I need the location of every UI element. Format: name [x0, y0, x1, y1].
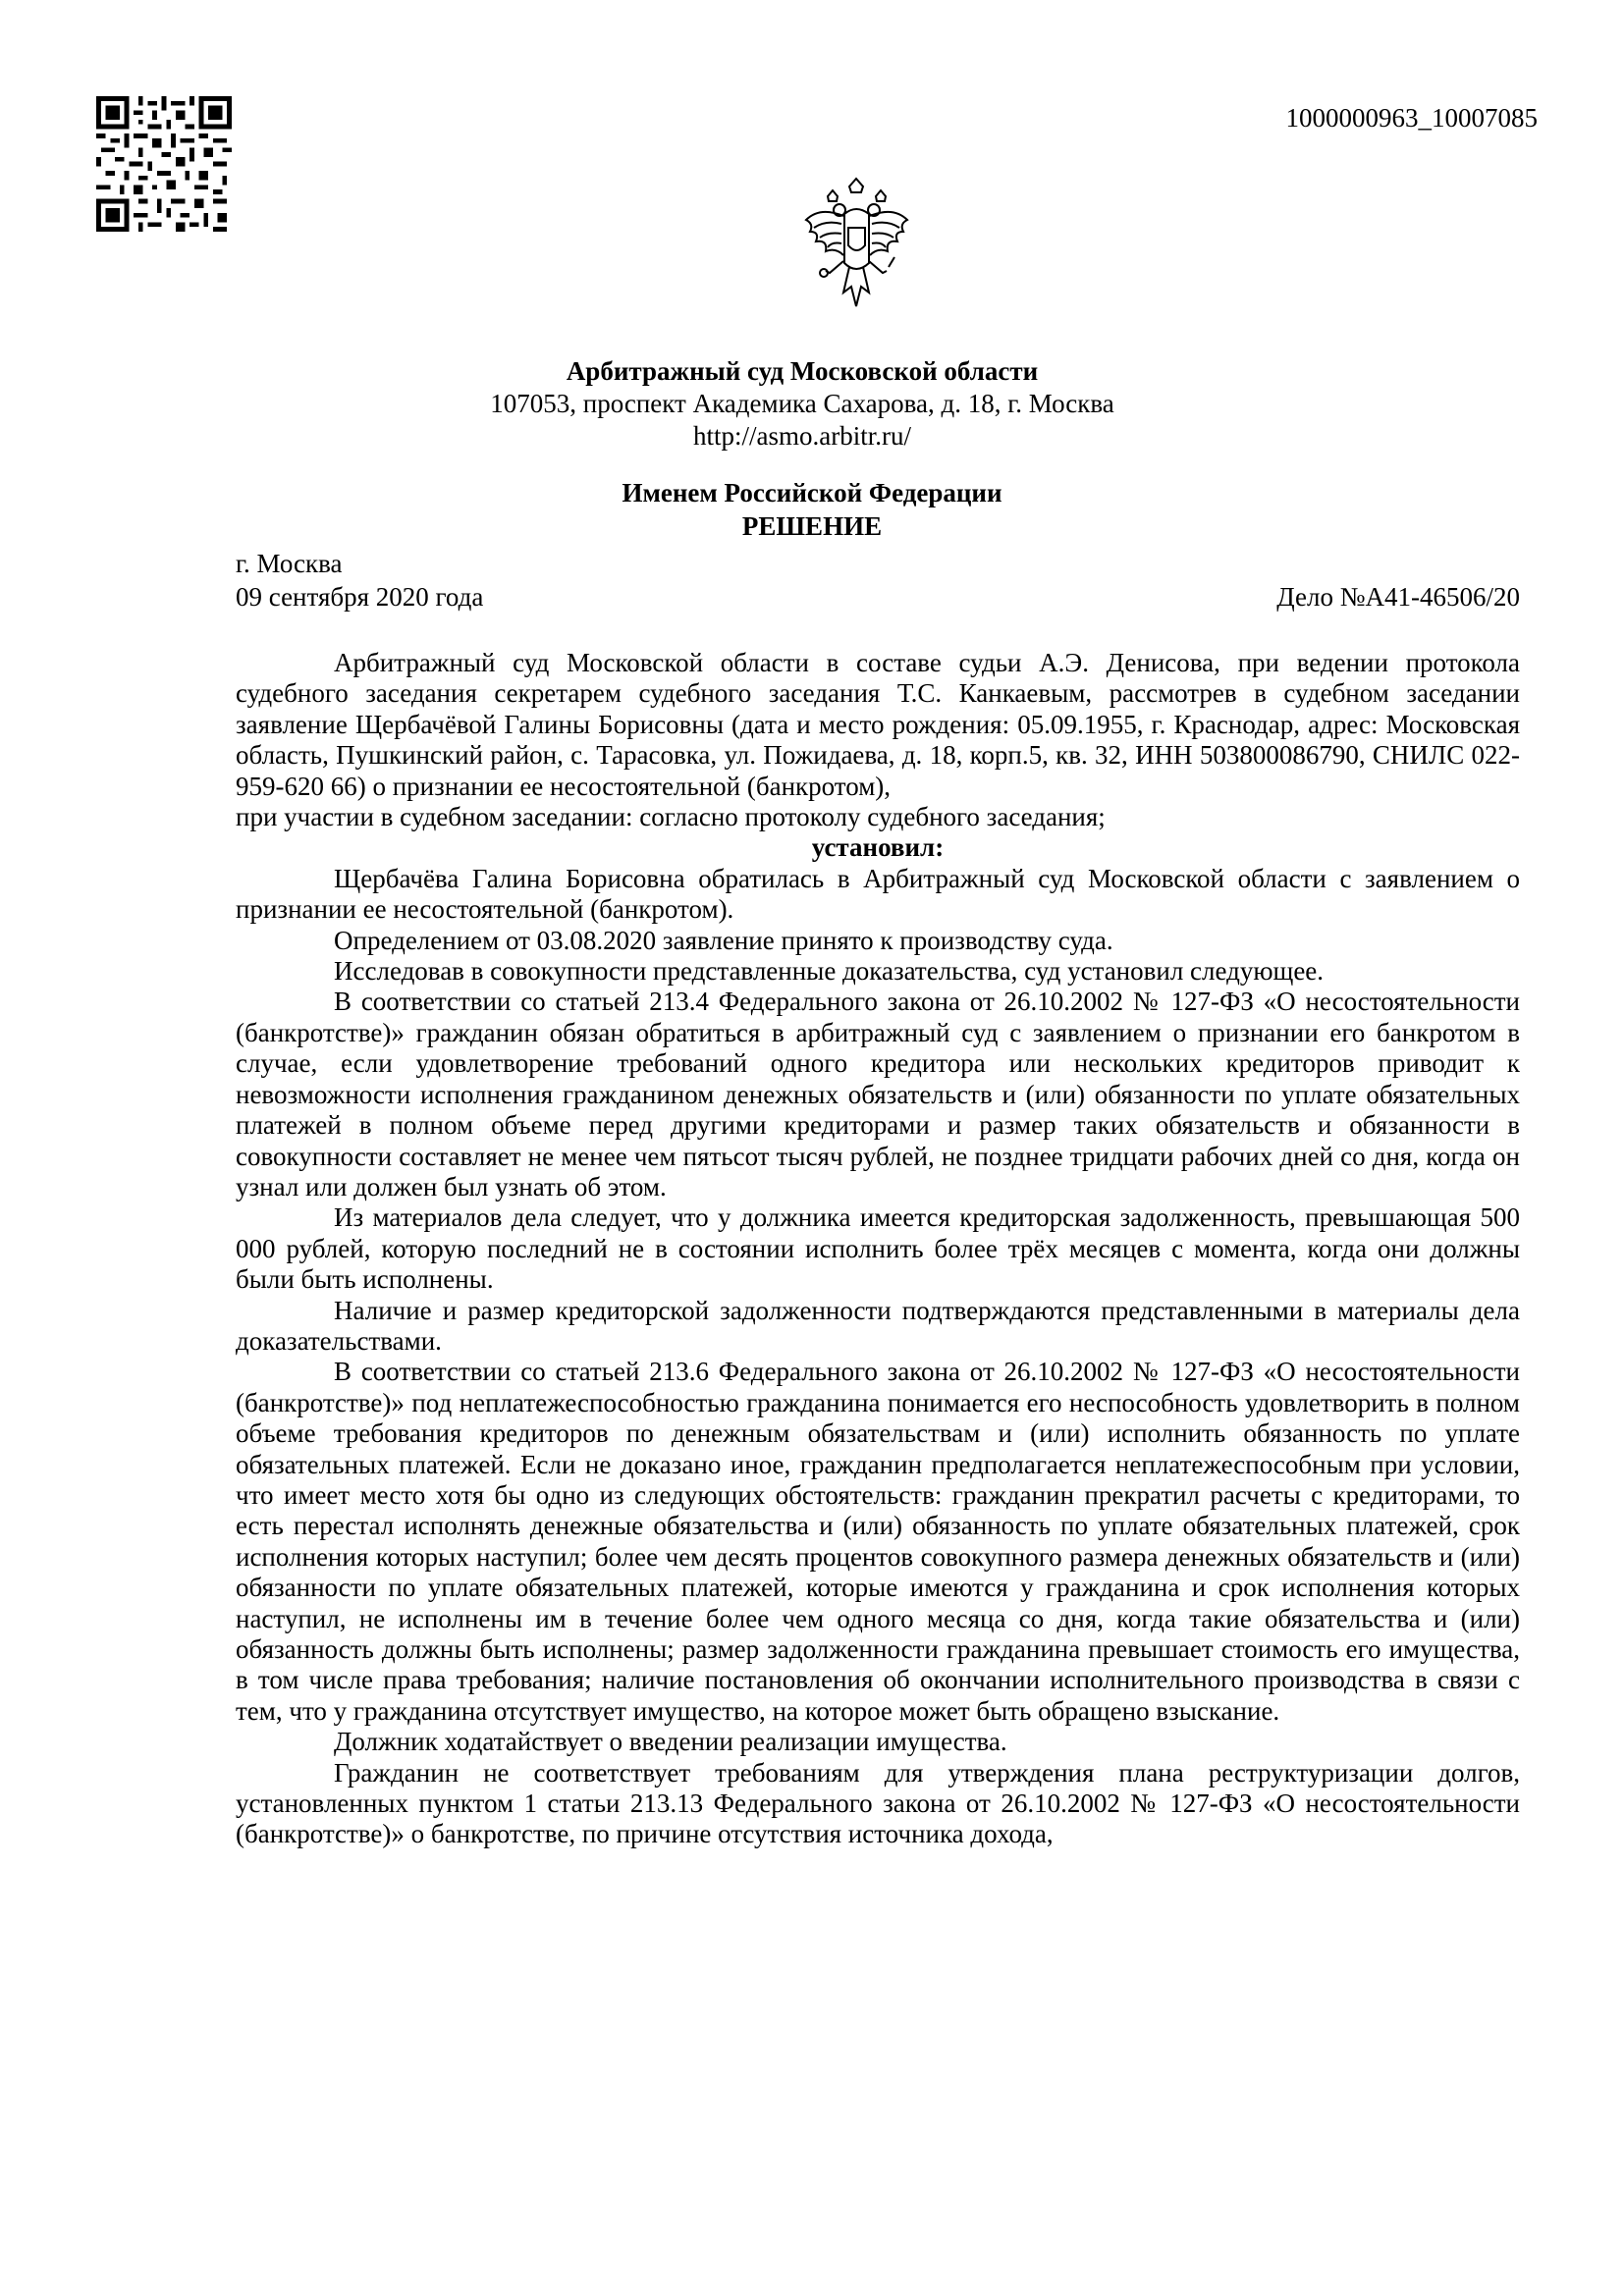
city: г. Москва	[236, 549, 343, 578]
paragraph: Арбитражный суд Московской области в составе судьи А.Э. Денисова, при ведении протокола судебного заседания секретарем судебного заседания Т.С. Канкаевым, рассмотрев в судебном заседании заявление Щербачёвой Галины Борисовны (дата и место рождения: 05.09.1955, г. Краснодар, адрес: Московская область, Пушкинский район, с. Тарасовка, ул. Пожидаева, д. 18, корп.5, кв. 32, ИНН 503800086790, СНИЛС 022-959-620 66) о признании ее несостоятельной (банкротом),	[236, 648, 1520, 801]
paragraph: Наличие и размер кредиторской задолженности подтверждаются представленными в материалы дела доказательствами.	[236, 1295, 1520, 1356]
coat-of-arms-icon	[800, 177, 913, 314]
section-heading: установил:	[811, 832, 945, 863]
paragraph: Должник ходатайствует о введении реализации имущества.	[334, 1727, 1007, 1757]
court-name: Арбитражный суд Московской области	[566, 356, 1039, 386]
qr-code-icon	[96, 96, 232, 232]
case-meta	[236, 547, 1520, 614]
title-line-2: РЕШЕНИЕ	[741, 511, 883, 541]
paragraph: Определением от 03.08.2020 заявление принято к производству суда.	[334, 925, 1113, 955]
paragraph: Исследовав в совокупности представленные доказательства, суд установил следующее.	[334, 956, 1325, 987]
paragraph: Из материалов дела следует, что у должника имеется кредиторская задолженность, превышающая 500 000 рублей, которую последний не в состоянии исполнить более трёх месяцев с момента, когда они должны были быть исполнены.	[236, 1202, 1520, 1295]
decision-title	[0, 476, 1624, 543]
court-header	[0, 355, 1604, 453]
court-address: 107053, проспект Академика Сахарова, д. 18, г. Москва	[490, 389, 1114, 418]
title-line-1: Именем Российской Федерации	[622, 478, 1002, 507]
court-url: http://asmo.arbitr.ru/	[693, 421, 911, 451]
document-id: 1000000963_10007085	[1285, 103, 1538, 133]
paragraph: Гражданин не соответствует требованиям для утверждения плана реструктуризации долгов, установленных пунктом 1 статьи 213.13 Федерального закона от 26.10.2002 № 127-ФЗ «О несостоятельности (банкротстве)» о банкротстве, по причине отсутствия источника дохода,	[236, 1757, 1520, 1849]
decision-body	[236, 648, 1520, 1850]
paragraph: В соответствии со статьей 213.4 Федерального закона от 26.10.2002 № 127-ФЗ «О несостоятельности (банкротстве)» гражданин обязан обратиться в арбитражный суд с заявлением о признании его банкротом в случае, если удовлетворение требований одного кредитора или нескольких кредиторов приводит к невозможности исполнения гражданином денежных обязательств и (или) обязанности по уплате обязательных платежей в полном объеме перед другими кредиторами и размер таких обязательств и обязанности в совокупности составляет не менее чем пятьсот тысяч рублей, не позднее тридцати рабочих дней со дня, когда он узнал или должен был узнать об этом.	[236, 987, 1520, 1201]
paragraph: Щербачёва Галина Борисовна обратилась в Арбитражный суд Московской области с заявлением о признании ее несостоятельной (банкротом).	[236, 863, 1520, 925]
decision-date: 09 сентября 2020 года	[236, 582, 484, 612]
paragraph: при участии в судебном заседании: согласно протоколу судебного заседания;	[236, 802, 1106, 832]
paragraph: В соответствии со статьей 213.6 Федерального закона от 26.10.2002 № 127-ФЗ «О несостоятельности (банкротстве)» под неплатежеспособностью гражданина понимается его неспособность удовлетворить в полном объеме требования кредиторов по денежным обязательствам и (или) исполнить обязанность по уплате обязательных платежей. Если не доказано иное, гражданин предполагается неплатежеспособным при условии, что имеет место хотя бы одно из следующих обстоятельств: гражданин прекратил расчеты с кредиторами, то есть перестал исполнять денежные обязательства и (или) обязанность по уплате обязательных платежей, срок исполнения которых наступил; более чем десять процентов совокупного размера денежных обязательств и (или) обязанности по уплате обязательных платежей, которые имеются у гражданина и срок исполнения которых наступил, не исполнены им в течение более чем одного месяца со дня, когда такие обязательства и (или) обязанность должны быть исполнены; размер задолженности гражданина превышает стоимость его имущества, в том числе права требования; наличие постановления об окончании исполнительного производства в связи с тем, что у гражданина отсутствует имущество, на которое может быть обращено взыскание.	[236, 1357, 1520, 1726]
case-number: Дело №А41-46506/20	[1276, 582, 1520, 612]
